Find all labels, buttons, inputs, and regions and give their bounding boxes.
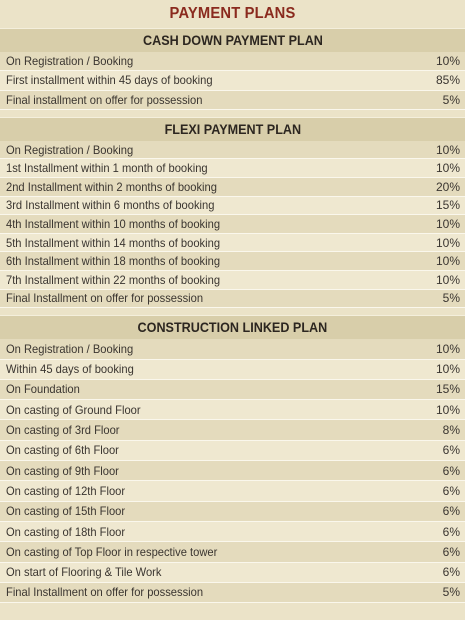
installment-percent: 15% <box>435 198 460 213</box>
installment-label: On casting of 18th Floor <box>6 524 126 539</box>
installment-label: Final Installment on offer for possession <box>6 291 204 306</box>
installment-label: On casting of 12th Floor <box>6 483 126 498</box>
installment-percent: 10% <box>435 341 460 356</box>
installment-label: First installment within 45 days of booking <box>6 73 213 88</box>
installment-percent: 10% <box>435 217 460 232</box>
installment-percent: 10% <box>435 142 460 157</box>
plan-row <box>0 481 465 501</box>
installment-label: On Registration / Booking <box>6 142 134 157</box>
section-heading-text: CONSTRUCTION LINKED PLAN <box>137 319 328 336</box>
installment-percent: 5% <box>442 291 460 306</box>
plan-row <box>0 197 465 216</box>
installment-percent: 6% <box>442 504 460 519</box>
plan-section-flexi-payment-plan <box>0 117 465 308</box>
plan-row <box>0 339 465 359</box>
installment-label: Within 45 days of booking <box>6 362 134 377</box>
plan-row <box>0 234 465 253</box>
plan-row <box>0 290 465 309</box>
installment-label: On casting of Top Floor in respective tower <box>6 544 218 559</box>
installment-label: 2nd Installment within 2 months of booking <box>6 179 217 194</box>
installment-percent: 10% <box>435 235 460 250</box>
installment-label: Final Installment on offer for possession <box>6 585 204 600</box>
installment-percent: 10% <box>435 254 460 269</box>
plan-row <box>0 563 465 583</box>
installment-label: On casting of Ground Floor <box>6 402 141 417</box>
installment-label: On casting of 6th Floor <box>6 443 119 458</box>
installment-percent: 85% <box>435 73 460 88</box>
plan-row <box>0 271 465 290</box>
installment-percent: 5% <box>442 92 460 107</box>
plan-row <box>0 583 465 603</box>
installment-percent: 10% <box>435 161 460 176</box>
installment-label: On Registration / Booking <box>6 54 134 69</box>
plans-container <box>0 28 465 603</box>
plan-row <box>0 215 465 234</box>
plan-row <box>0 159 465 178</box>
installment-label: 1st Installment within 1 month of booking <box>6 161 208 176</box>
installment-label: On casting of 3rd Floor <box>6 423 120 438</box>
plan-row <box>0 91 465 110</box>
plan-section-construction-linked-plan <box>0 315 465 603</box>
page-title: PAYMENT PLANS <box>169 5 296 22</box>
installment-label: On casting of 15th Floor <box>6 504 126 519</box>
plan-rows <box>0 339 465 603</box>
installment-label: 7th Installment within 22 months of booking <box>6 272 221 287</box>
installment-percent: 6% <box>442 565 460 580</box>
plan-row <box>0 502 465 522</box>
plan-row <box>0 461 465 481</box>
plan-row <box>0 52 465 71</box>
installment-percent: 10% <box>435 362 460 377</box>
plan-row <box>0 420 465 440</box>
plan-row <box>0 522 465 542</box>
section-heading <box>0 315 465 339</box>
plan-row <box>0 141 465 160</box>
installment-percent: 6% <box>442 443 460 458</box>
plan-row <box>0 542 465 562</box>
installment-percent: 6% <box>442 483 460 498</box>
plan-rows <box>0 141 465 308</box>
section-heading <box>0 117 465 141</box>
section-heading-text: CASH DOWN PAYMENT PLAN <box>142 32 323 48</box>
installment-percent: 20% <box>435 179 460 194</box>
installment-percent: 6% <box>442 524 460 539</box>
installment-percent: 5% <box>442 585 460 600</box>
installment-label: 5th Installment within 14 months of booking <box>6 235 221 250</box>
installment-label: On casting of 9th Floor <box>6 463 119 478</box>
plan-row <box>0 400 465 420</box>
installment-label: 3rd Installment within 6 months of booking <box>6 198 215 213</box>
plan-row <box>0 178 465 197</box>
installment-percent: 10% <box>435 272 460 287</box>
installment-percent: 10% <box>435 54 460 69</box>
installment-percent: 6% <box>442 544 460 559</box>
installment-label: On Foundation <box>6 382 80 397</box>
plan-row <box>0 71 465 90</box>
plan-row <box>0 380 465 400</box>
section-heading-text: FLEXI PAYMENT PLAN <box>164 120 301 137</box>
section-heading <box>0 28 465 52</box>
installment-label: 6th Installment within 18 months of booking <box>6 254 221 269</box>
installment-percent: 15% <box>435 382 460 397</box>
installment-label: Final installment on offer for possession <box>6 92 203 107</box>
installment-label: 4th Installment within 10 months of booking <box>6 217 221 232</box>
plan-section-cash-down-payment-plan <box>0 28 465 110</box>
plan-row <box>0 360 465 380</box>
installment-percent: 8% <box>442 423 460 438</box>
plan-rows <box>0 52 465 110</box>
installment-label: On Registration / Booking <box>6 341 134 356</box>
plan-row <box>0 252 465 271</box>
installment-percent: 10% <box>435 402 460 417</box>
installment-percent: 6% <box>442 463 460 478</box>
plan-row <box>0 441 465 461</box>
installment-label: On start of Flooring & Tile Work <box>6 565 162 580</box>
